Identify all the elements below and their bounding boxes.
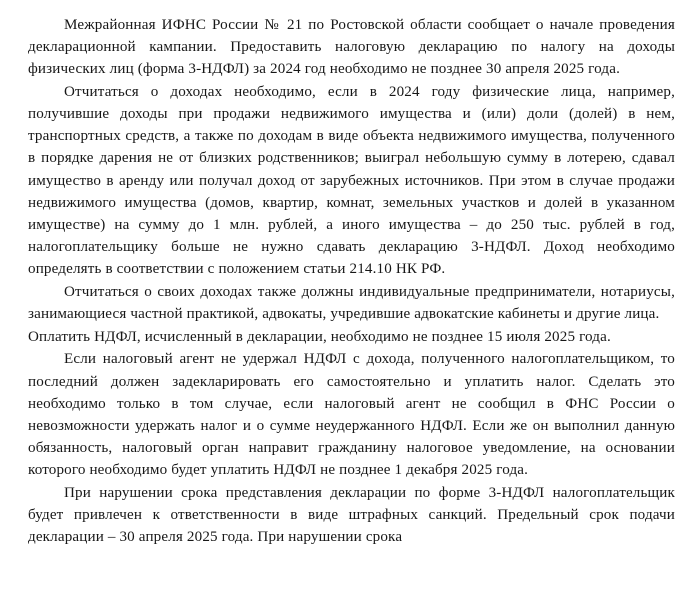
paragraph-6: При нарушении срока представления декларации по форме 3-НДФЛ налогоплательщик будет привлечен к ответственности в виде штрафных санкций. Предельный срок подачи декларации – 30 апреля 2025 года. При нарушении срока xyxy=(28,484,675,546)
paragraph-3: Отчитаться о своих доходах также должны индивидуальные предприниматели, нотариусы, занимающиеся частной практикой, адвокаты, учредившие адвокатские кабинеты и другие лица. xyxy=(28,283,675,323)
paragraph-2: Отчитаться о доходах необходимо, если в 2024 году физические лица, например, получившие доходы при продажи недвижимого имущества и (или) доли (долей) в нем, транспортных средств, а также по доходам в виде объекта недвижимого имущества, полученного в порядке дарения не от близких родственников; выиграл небольшую сумму в лотерею, сдавал имущество в аренду или получал доход от зарубежных источников. При этом в случае продажи недвижимого имущества (домов, квартир, комнат, земельных участков и долей в указанном имуществе) на сумму до 1 млн. рублей, а иного имущества – до 250 тыс. рублей в год, налогоплательщику больше не нужно сдавать декларацию 3-НДФЛ. Доход необходимо определять в соответствии с положением статьи 214.10 НК РФ. xyxy=(28,83,675,278)
paragraph-1: Межрайонная ИФНС России № 21 по Ростовской области сообщает о начале проведения декларационной кампании. Предоставить налоговую декларацию по налогу на доходы физических лиц (форма 3-НДФЛ) за 2024 год необходимо не позднее 30 апреля 2025 года. xyxy=(28,17,675,78)
paragraph-5: Если налоговый агент не удержал НДФЛ с дохода, полученного налогоплательщиком, то последний должен задекларировать его самостоятельно и уплатить налог. Сделать это необходимо только в том случае, если налоговый агент не сообщил в ФНС России о невозможности удержать налог и о сумме неудержанного НДФЛ. Если же он выполнил данную обязанность, налоговый орган направит гражданину налоговое уведомление, на основании которого необходимо будет уплатить НДФЛ не позднее 1 декабря 2025 года. xyxy=(28,351,675,479)
paragraph-4: Оплатить НДФЛ, исчисленный в декларации, необходимо не позднее 15 июля 2025 года. xyxy=(28,328,611,345)
document-text-body xyxy=(28,14,675,548)
